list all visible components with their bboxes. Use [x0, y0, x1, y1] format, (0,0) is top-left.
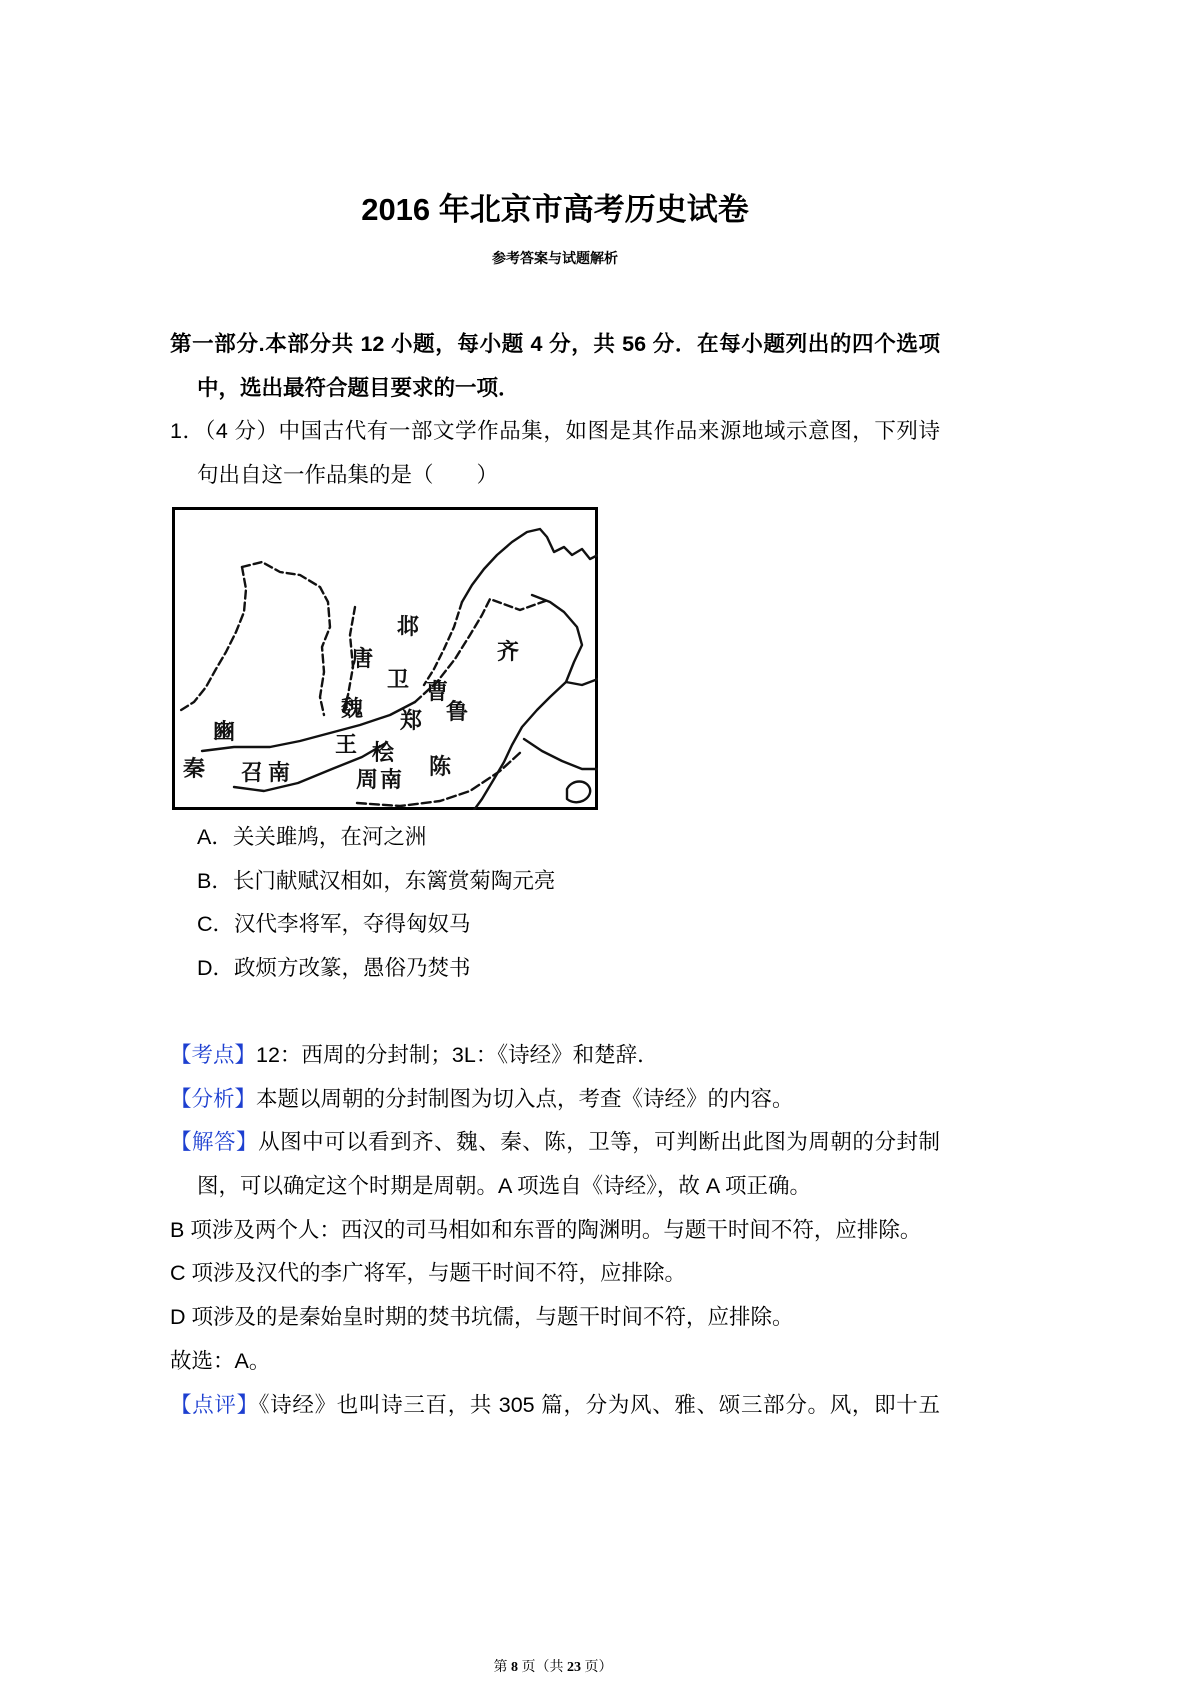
map-label: 桧: [371, 740, 395, 766]
map-svg: [172, 507, 598, 810]
analysis-block: [170, 1034, 940, 1427]
fenxi-tag: 【分析】: [170, 1086, 257, 1111]
question-block: [170, 323, 940, 498]
current-page-number: 8: [511, 1660, 518, 1675]
section-heading-line: 中，选出最符合题目要求的一项．: [197, 375, 520, 400]
jieda-tag: 【解答】: [170, 1130, 259, 1155]
map-label: 王: [334, 732, 358, 758]
footer-label: 第: [493, 1660, 511, 1675]
question-stem-line: 句出自这一作品集的是（ ）: [197, 463, 499, 488]
map-label: 豳: [212, 719, 236, 745]
answer-line: 故选：A。: [170, 1348, 271, 1373]
map-label: 曹: [425, 679, 449, 705]
dianping-tag: 【点评】: [170, 1392, 259, 1417]
dianping-line: [170, 1384, 940, 1428]
map-label: 鲁: [445, 699, 469, 725]
map-label: 邶: [396, 614, 420, 640]
footer-label: 页）: [581, 1660, 613, 1675]
question-stem-line: 1．（4 分）中国古代有一部文学作品集，如图是其作品来源地域示意图，下列诗: [170, 419, 940, 444]
total-pages-number: 23: [567, 1660, 581, 1675]
option-a: A．关关雎鸠，在河之洲: [197, 825, 427, 849]
map-label: 秦: [182, 756, 206, 782]
jieda-line: B 项涉及两个人：西汉的司马相如和东晋的陶渊明。与题干时间不符，应排除。: [170, 1217, 922, 1242]
page-footer: [170, 1658, 936, 1678]
jieda-line: [170, 1121, 940, 1165]
option-d: D．政烦方改篆，愚俗乃焚书: [197, 956, 471, 981]
map-label: 唐: [350, 646, 374, 672]
map-label: 陈: [428, 754, 452, 780]
options-list: [170, 816, 940, 991]
map-label: 魏: [340, 696, 364, 722]
section-heading-line: 第一部分.本部分共 12 小题，每小题 4 分，共 56 分．在每小题列出的四个选项: [170, 332, 940, 356]
map-label: 周南: [355, 767, 405, 793]
kaodian-tag: 【考点】: [170, 1043, 257, 1067]
jieda-line: D 项涉及的是秦始皇时期的焚书坑儒，与题干时间不符，应排除。: [170, 1305, 794, 1330]
map-label: 卫: [386, 667, 410, 693]
map-label: 召南: [240, 760, 296, 786]
option-c: C．汉代李将军，夺得匈奴马: [197, 912, 471, 937]
jieda-text: 从图中可以看到齐、魏、秦、陈，卫等，可判断出此图为周朝的分封制: [258, 1130, 940, 1155]
footer-label: 页（共: [518, 1660, 567, 1675]
jieda-line: C 项涉及汉代的李广将军，与题干时间不符，应排除。: [170, 1261, 687, 1286]
jieda-line: 图，可以确定这个时期是周朝。A 项选自《诗经》，故 A 项正确。: [197, 1174, 811, 1199]
fenxi-line: [170, 1078, 940, 1122]
kaodian-line: [170, 1034, 940, 1078]
kaodian-text: 12：西周的分封制；3L：《诗经》和楚辞．: [256, 1043, 659, 1067]
dianping-text: 《诗经》也叫诗三百，共 305 篇，分为风、雅、颂三部分。风，即十五: [258, 1392, 940, 1417]
document-subtitle: 参考答案与试题解析: [492, 250, 618, 266]
map-label: 郑: [399, 708, 423, 734]
fenxi-text: 本题以周朝的分封制图为切入点，考查《诗经》的内容。: [256, 1086, 794, 1111]
map-figure: [172, 507, 598, 810]
map-label: 齐: [496, 639, 520, 665]
option-b: B．长门献赋汉相如，东篱赏菊陶元亮: [197, 868, 556, 893]
document-title: 2016 年北京市高考历史试卷: [361, 192, 749, 227]
